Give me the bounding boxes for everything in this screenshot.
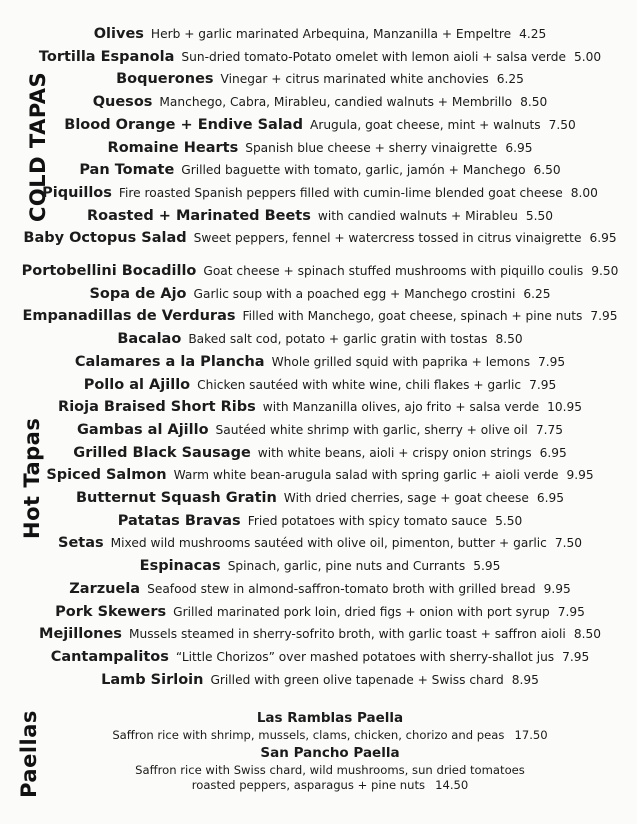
cold-tapas-item [20,207,620,225]
item-name: Piquillos [42,184,112,201]
section-label-hot-tapas: Hot Tapas [20,417,44,539]
item-description: with candied walnuts + Mirableu [317,208,518,223]
item-name: Olives [93,26,144,42]
paella-price: 17.50 [514,728,548,742]
item-price: 7.95 [562,649,590,664]
item-description: Spinach, garlic, pine nuts and Currants [227,559,466,574]
item-name: Portobellini Bocadillo [21,263,197,279]
hot-tapas-item [20,557,620,575]
hot-tapas-item [20,671,620,689]
item-name: Pork Skewers [55,603,167,620]
item-price: 5.00 [573,49,602,64]
paella-price: 14.50 [435,778,469,792]
item-name: Quesos [92,94,153,111]
section-label-cold-tapas: COLD TAPAS [26,71,50,222]
item-name: Butternut Squash Gratin [75,490,277,506]
item-name: Setas [58,535,104,552]
paella-description: Saffron rice with Swiss chard, wild mushrooms, sun dried tomatoes [135,763,525,777]
item-price: 5.50 [525,208,553,223]
item-name: Spiced Salmon [46,467,167,484]
item-description: Chicken sautéed with white wine, chili flakes + garlic [197,377,522,392]
item-description: Manchego, Cabra, Mirableu, candied walnuts + Membrillo [159,95,513,110]
item-price: 7.95 [557,604,585,619]
item-description: Arugula, goat cheese, mint + walnuts [309,117,541,132]
cold-tapas-item [20,25,620,43]
hot-tapas-item [20,353,620,371]
hot-tapas-item [20,625,620,643]
item-description: Baked salt cod, potato + garlic gratin with tostas [188,332,488,347]
item-price: 7.95 [529,377,557,392]
hot-tapas-item [20,489,620,507]
item-description: Vinegar + citrus marinated white anchovies [220,72,489,87]
item-name: Grilled Black Sausage [73,444,251,461]
item-description: Sun-dried tomato-Potato omelet with lemon aioli + salsa verde [181,49,566,64]
item-description: Grilled marinated pork loin, dried figs + onion with port syrup [173,604,550,619]
item-name: Gambas al Ajillo [77,421,209,438]
cold-tapas-item [20,229,620,247]
item-description: Herb + garlic marinated Arbequina, Manzanilla + Empeltre [150,27,512,41]
item-description: “Little Chorizos” over mashed potatoes with sherry-shallot jus [175,649,555,664]
hot-tapas-item [20,512,620,530]
item-description: Spanish blue cheese + sherry vinaigrette [245,140,498,155]
item-description: with Manzanilla olives, ajo frito + salsa verde [262,400,540,415]
item-price: 6.25 [496,72,524,87]
item-description: Garlic soup with a poached egg + Manchego crostini [193,286,516,301]
item-price: 6.95 [589,231,617,246]
paella-description: roasted peppers, asparagus + pine nuts [191,778,426,792]
item-name: Baby Octopus Salad [23,230,187,247]
hot-tapas-item [20,376,620,394]
cold-tapas-item [20,161,620,179]
cold-tapas-item [20,139,620,157]
item-price: 7.95 [590,309,618,324]
item-price: 8.50 [573,627,601,642]
item-name: Pan Tomate [79,162,175,179]
item-price: 7.75 [535,422,563,437]
item-description: Goat cheese + spinach stuffed mushrooms with piquillo coulis [203,264,584,278]
hot-tapas-item [20,534,620,552]
item-name: Espinacas [139,558,221,575]
item-name: Cantampalitos [50,648,169,665]
hot-tapas-item [20,307,620,325]
item-description: Filled with Manchego, goat cheese, spinach + pine nuts [242,309,583,324]
cold-tapas-item [20,93,620,111]
cold-tapas-item [20,48,620,66]
item-description: Seafood stew in almond-saffron-tomato broth with grilled bread [147,581,536,596]
item-name: Mejillones [39,626,122,643]
item-name: Rioja Braised Short Ribs [58,399,256,416]
item-description: Whole grilled squid with paprika + lemons [271,354,531,369]
paella-name: San Pancho Paella [260,745,400,761]
item-price: 8.95 [511,672,539,687]
cold-tapas-item [20,184,620,202]
item-price: 5.95 [473,559,501,574]
item-price: 4.25 [519,27,547,41]
cold-tapas-item [20,116,620,134]
item-price: 7.50 [554,536,582,551]
item-price: 6.95 [539,445,567,460]
item-name: Romaine Hearts [107,139,239,156]
item-name: Lamb Sirloin [101,671,204,688]
hot-tapas-item [20,648,620,666]
hot-tapas-item [20,398,620,416]
item-price: 7.50 [548,117,576,132]
hot-tapas-item [20,603,620,621]
item-price: 9.95 [566,468,594,483]
item-price: 10.95 [547,400,582,415]
item-description: Mixed wild mushrooms sautéed with olive oil, pimenton, butter + garlic [110,536,547,551]
item-price: 6.50 [533,163,561,178]
hot-tapas-item [20,580,620,598]
hot-tapas-item [20,444,620,462]
item-description: Sweet peppers, fennel + watercress tossed in citrus vinaigrette [193,231,582,246]
paella-item [95,745,565,792]
item-description: Grilled with green olive tapenade + Swiss chard [210,672,504,687]
paella-item [95,710,565,742]
item-name: Zarzuela [69,580,141,597]
hot-tapas-item [20,421,620,439]
item-description: Fried potatoes with spicy tomato sauce [247,513,488,528]
item-description: Grilled baguette with tomato, garlic, jamón + Manchego [181,163,526,178]
item-description: Mussels steamed in sherry-sofrito broth, with garlic toast + saffron aioli [128,627,566,642]
item-name: Empanadillas de Verduras [22,308,236,325]
item-description: Fire roasted Spanish peppers filled with cumin-lime blended goat cheese [118,185,563,200]
item-price: 5.50 [495,513,523,528]
item-name: Patatas Bravas [117,512,241,529]
section-label-paellas: Paellas [17,710,41,798]
paella-name: Las Ramblas Paella [256,710,404,726]
hot-tapas-item [20,330,620,348]
item-name: Tortilla Espanola [38,48,175,65]
item-name: Boquerones [116,71,214,88]
item-description: With dried cherries, sage + goat cheese [283,491,529,505]
item-price: 7.95 [538,354,566,369]
hot-tapas-item [20,466,620,484]
item-description: Warm white bean-arugula salad with spring garlic + aioli verde [173,468,559,483]
item-description: with white beans, aioli + crispy onion strings [257,445,532,460]
paella-description: Saffron rice with shrimp, mussels, clams, chicken, chorizo and peas [112,728,505,742]
item-name: Roasted + Marinated Beets [87,207,311,224]
cold-tapas-item [20,70,620,88]
item-price: 8.50 [495,332,523,347]
item-name: Blood Orange + Endive Salad [64,116,303,133]
item-price: 9.50 [591,264,619,278]
item-price: 6.95 [505,140,533,155]
hot-tapas-item [20,262,620,280]
item-name: Bacalao [117,331,182,348]
item-price: 6.95 [536,491,565,505]
item-description: Sautéed white shrimp with garlic, sherry + olive oil [215,422,528,437]
item-price: 8.50 [520,95,548,110]
item-name: Pollo al Ajillo [83,376,191,393]
item-price: 9.95 [543,581,571,596]
item-name: Calamares a la Plancha [74,353,265,370]
item-price: 6.25 [523,286,551,301]
item-price: 8.00 [570,185,598,200]
hot-tapas-item [20,285,620,303]
item-name: Sopa de Ajo [89,285,187,302]
